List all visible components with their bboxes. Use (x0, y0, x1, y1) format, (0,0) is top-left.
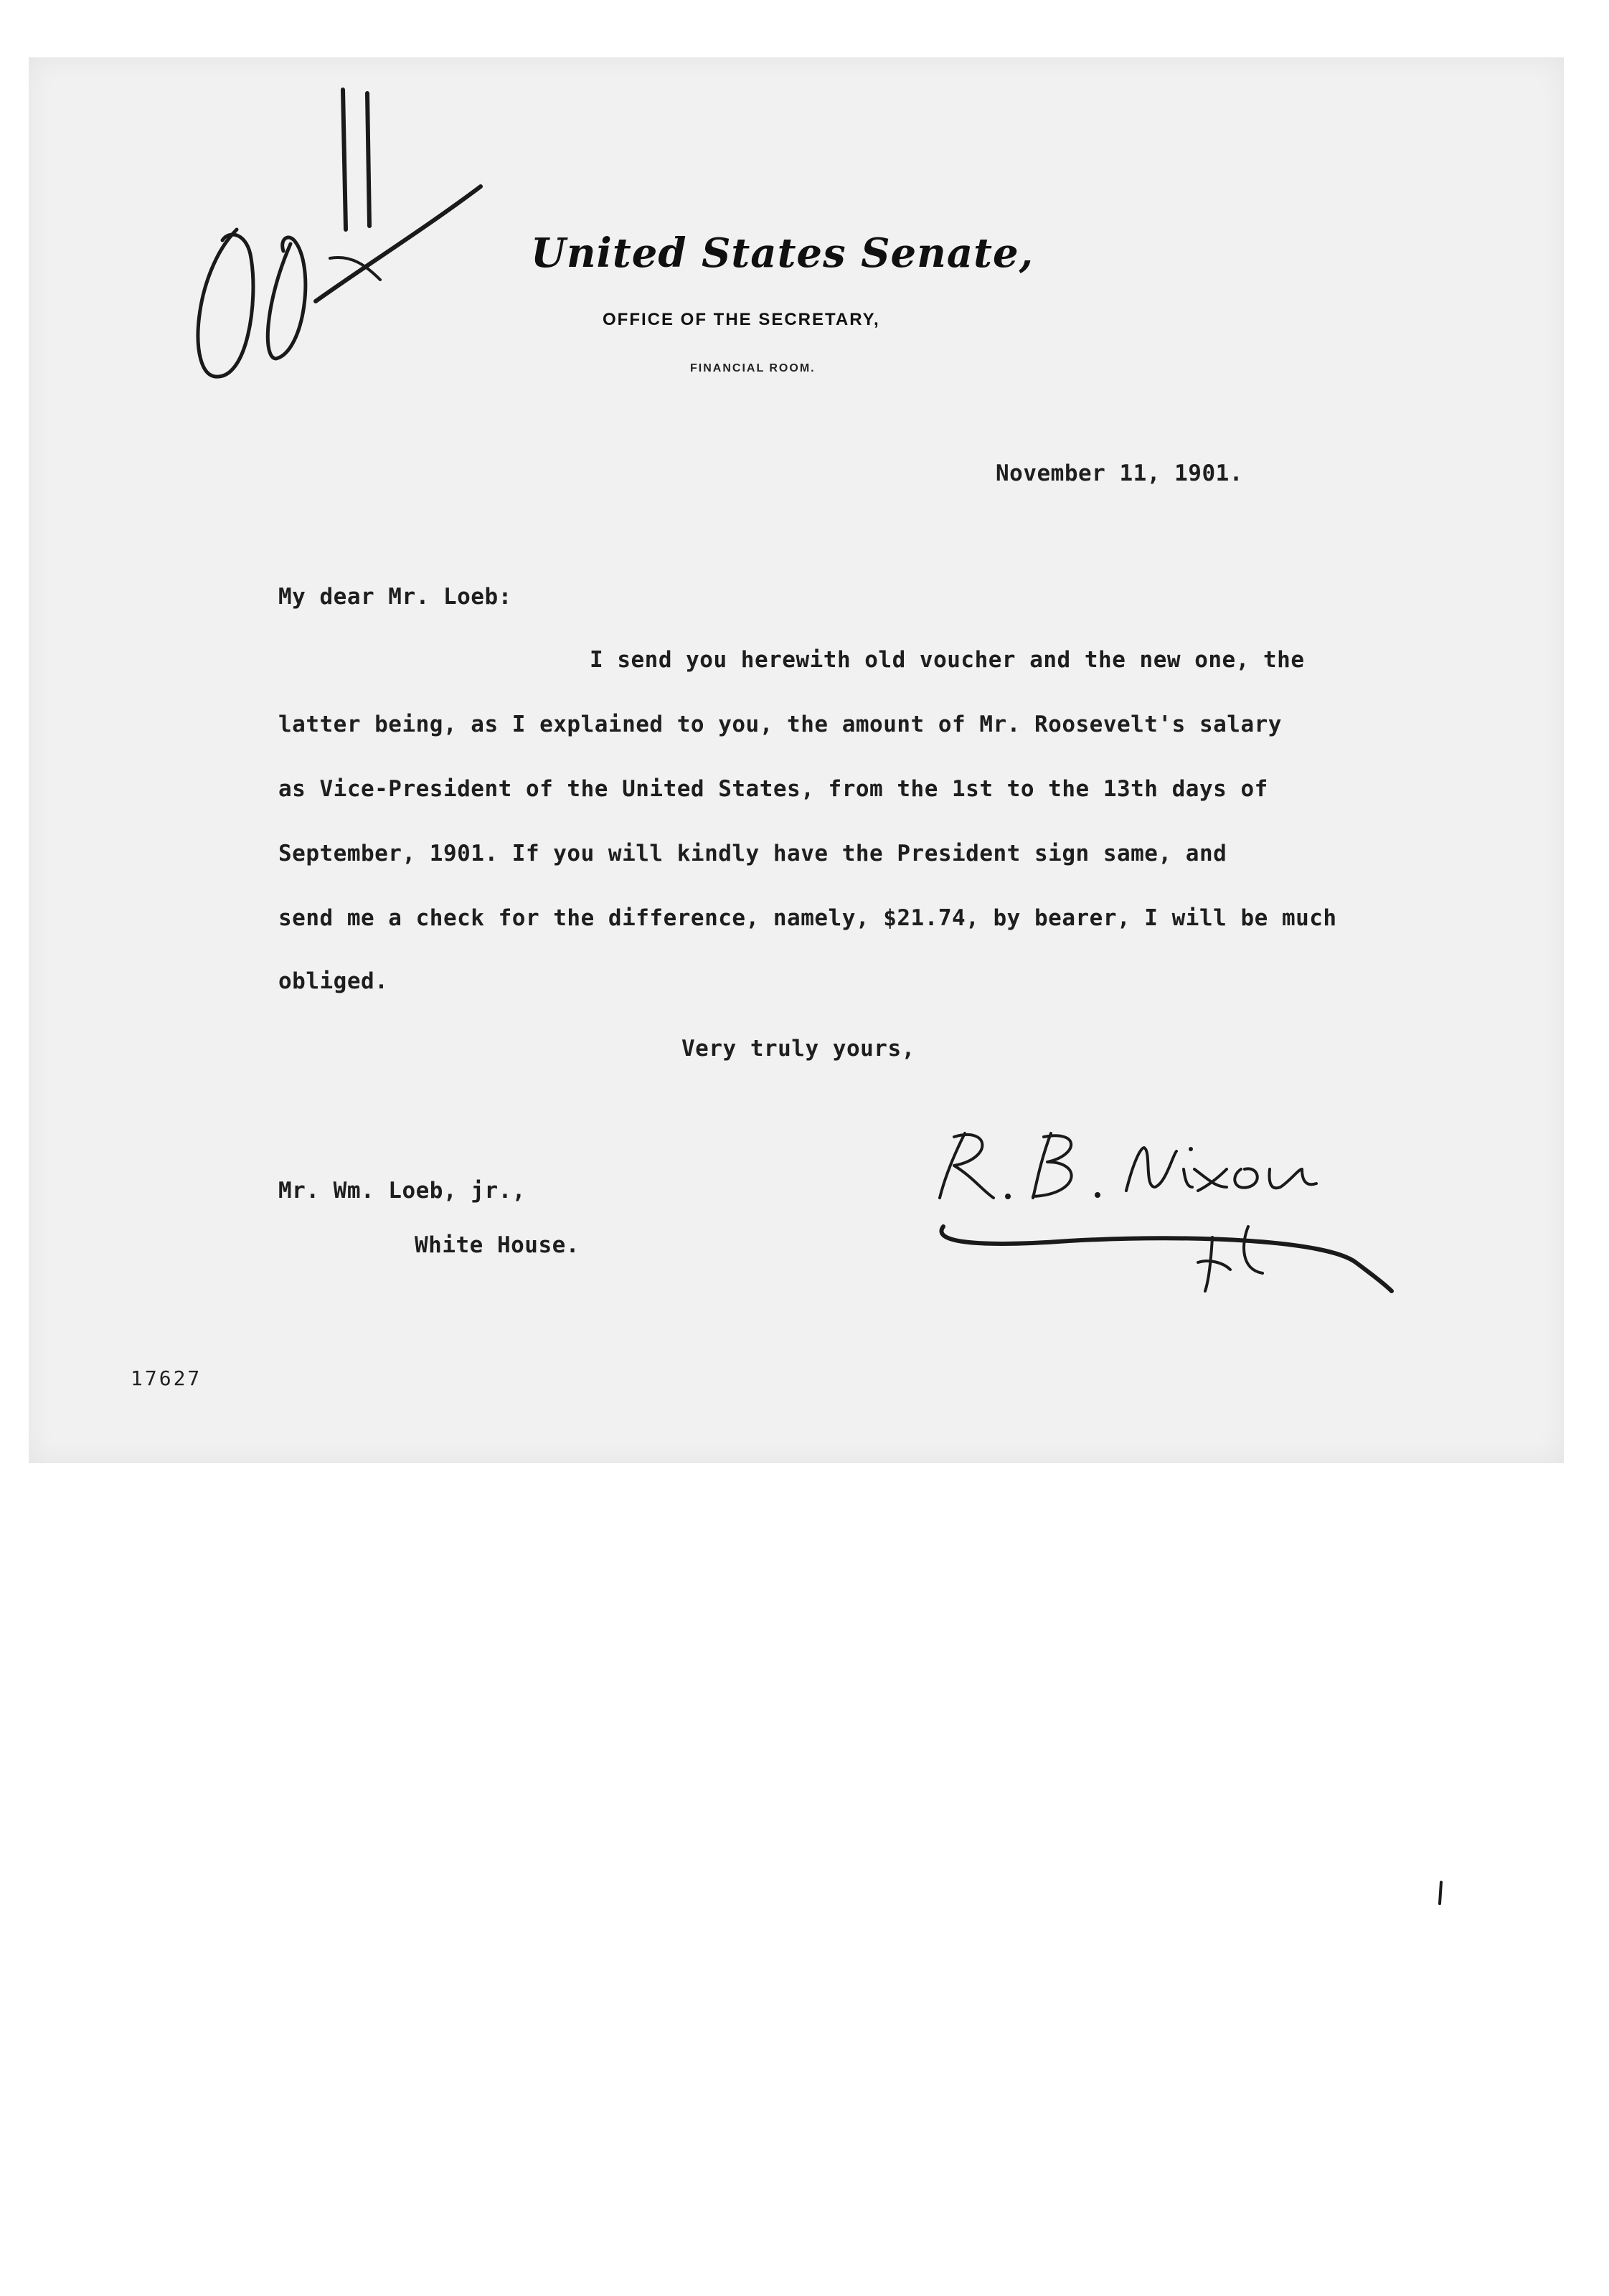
letter-date: November 11, 1901. (996, 460, 1243, 486)
addressee-place: White House. (415, 1232, 580, 1258)
body-line: obliged. (278, 968, 389, 994)
closing: Very truly yours, (681, 1036, 915, 1062)
body-line: latter being, as I explained to you, the amount of Mr. Roosevelt's salary (278, 712, 1282, 737)
body-line: September, 1901. If you will kindly have the President sign same, and (278, 841, 1227, 866)
body-line: send me a check for the difference, namely, $21.74, by bearer, I will be much (278, 905, 1337, 931)
corner-handwritten-mark (179, 86, 502, 387)
signature (925, 1119, 1413, 1298)
salutation: My dear Mr. Loeb: (278, 584, 512, 610)
letterhead-room: FINANCIAL ROOM. (690, 362, 816, 374)
file-number: 17627 (131, 1366, 202, 1390)
addressee-name: Mr. Wm. Loeb, jr., (278, 1178, 526, 1204)
letterhead-title: United States Senate, (531, 230, 1034, 277)
body-line: I send you herewith old voucher and the new one, the (590, 647, 1305, 673)
stray-ink-mark (1436, 1879, 1446, 1908)
letterhead-office: OFFICE OF THE SECRETARY, (603, 310, 880, 329)
body-line: as Vice-President of the United States, from the 1st to the 13th days of (278, 776, 1268, 802)
